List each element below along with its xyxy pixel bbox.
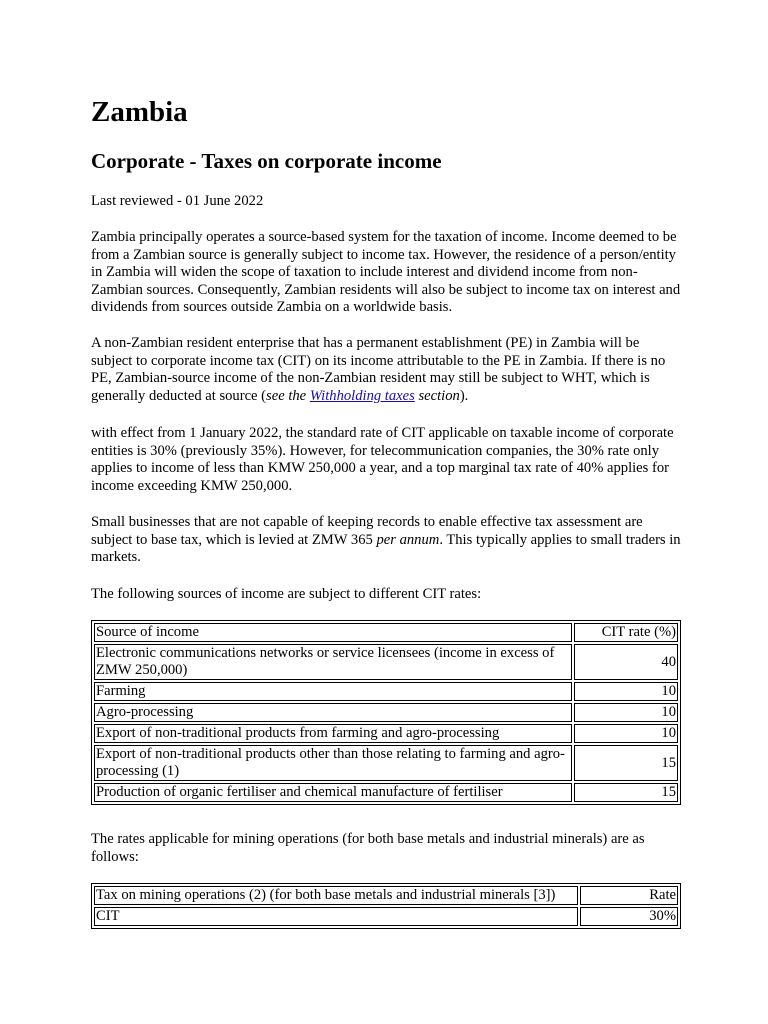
source-cell: Export of non-traditional products from farming and agro-processing xyxy=(94,724,572,743)
section-text: section xyxy=(414,387,460,404)
pe-paragraph xyxy=(91,335,681,405)
table-row xyxy=(94,682,678,701)
table-header-row xyxy=(94,623,678,642)
column-header-source: Source of income xyxy=(94,623,572,642)
pe-text: A non-Zambian resident enterprise that has a permanent establishment (PE) in Zambia will be subject to corporate income tax (CIT) on its income attributable to the PE in Zambia. If there is no PE, Zambian-source income of the non-Zambian resident may still be subject to WHT, which is generally deducted at source ( xyxy=(91,335,666,404)
column-header-mining-rate: Rate xyxy=(580,886,678,905)
table-row xyxy=(94,745,678,781)
small-business-text-end: . This typically applies to small traders in markets. xyxy=(91,531,681,566)
page-subtitle: Corporate - Taxes on corporate income xyxy=(91,149,442,173)
see-the-text: see the xyxy=(266,387,310,404)
rate-cell: 10 xyxy=(574,682,678,701)
small-business-paragraph xyxy=(91,514,681,567)
table-row xyxy=(94,724,678,743)
source-cell: Export of non-traditional products other than those relating to farming and agro-processing (1) xyxy=(94,745,572,781)
mining-rates-table xyxy=(91,883,681,929)
table-row xyxy=(94,907,678,926)
source-cell: Agro-processing xyxy=(94,703,572,722)
pe-text-end: ). xyxy=(459,387,469,404)
table-row xyxy=(94,644,678,680)
source-cell: Production of organic fertiliser and chemical manufacture of fertiliser xyxy=(94,783,572,802)
rate-cell: 10 xyxy=(574,703,678,722)
column-header-rate: CIT rate (%) xyxy=(574,623,678,642)
rate-cell: 15 xyxy=(574,745,678,781)
table-row xyxy=(94,703,678,722)
cit-rate-paragraph: with effect from 1 January 2022, the standard rate of CIT applicable on taxable income of corporate entities is 30% (previously 35%). However, for telecommunication companies, the 30% rate only applies to income of less than KMW 250,000 a year, and a top marginal tax rate of 40% applies for income exceeding KMW 250,000. xyxy=(91,425,674,494)
page-title: Zambia xyxy=(91,96,188,128)
source-cell: Electronic communications networks or service licensees (income in excess of ZMW 250,000) xyxy=(94,644,572,680)
withholding-taxes-link[interactable]: Withholding taxes xyxy=(309,387,415,404)
source-cell: Farming xyxy=(94,682,572,701)
per-annum-text: per annum xyxy=(376,531,440,548)
table-row xyxy=(94,783,678,802)
source-based-paragraph: Zambia principally operates a source-based system for the taxation of income. Income deemed to be from a Zambian source is generally subject to income tax. However, the residence of a person/entity in Zambia will widen the scope of taxation to include interest and dividend income from non-Zambian sources. Consequently, Zambian residents will also be subject to income tax on interest and dividends from sources outside Zambia on a worldwide basis. xyxy=(91,229,681,316)
cit-sources-intro: The following sources of income are subject to different CIT rates: xyxy=(91,586,482,602)
rate-cell: 10 xyxy=(574,724,678,743)
column-header-mining-tax: Tax on mining operations (2) (for both base metals and industrial minerals [3]) xyxy=(94,886,578,905)
mining-rates-intro: The rates applicable for mining operations (for both base metals and industrial minerals) are as follows: xyxy=(91,831,645,865)
small-business-text: Small businesses that are not capable of keeping records to enable effective tax assessment are subject to base tax, which is levied at ZMW 365 xyxy=(91,514,643,548)
table-header-row xyxy=(94,886,678,905)
mining-rate-cell: 30% xyxy=(580,907,678,926)
rate-cell: 15 xyxy=(574,783,678,802)
mining-tax-cell: CIT xyxy=(94,907,578,926)
cit-rates-table xyxy=(91,620,681,805)
rate-cell: 40 xyxy=(574,644,678,680)
last-reviewed-date: Last reviewed - 01 June 2022 xyxy=(91,193,264,209)
